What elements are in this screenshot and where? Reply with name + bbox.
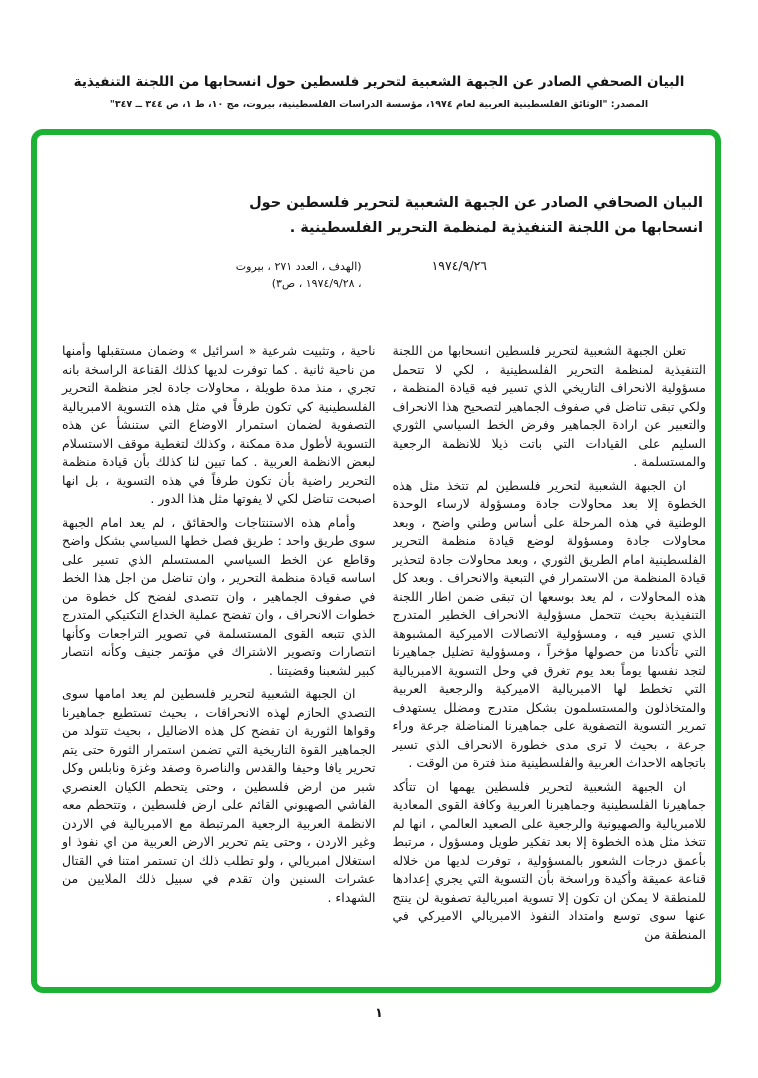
column-left — [62, 342, 376, 949]
document-scan-frame — [31, 129, 721, 993]
source-citation: المصدر: "الوثائق الفلسطينية العربية لعام ١٩٧٤، مؤسسة الدراسات الفلسطينية، بيروت، مج ١٠، ط ١، ص ٣٤٤ ــ ٣٤٧" — [109, 99, 649, 110]
document-date: ١٩٧٤/٩/٢٦ — [431, 258, 487, 273]
date-citation-row — [37, 258, 715, 292]
journal-citation: (الهدف ، العدد ٢٧١ ، بيروت ، ١٩٧٤/٩/٢٨ ، ص٣) — [235, 260, 362, 290]
document-title — [235, 191, 703, 241]
column-right — [393, 342, 707, 949]
paragraph-right-1: تعلن الجبهة الشعبية لتحرير فلسطين انسحابها من اللجنة التنفيذية لمنظمة التحرير الفلسطينية ، لكي لا تتحمل مسؤولية الانحراف التاريخي الذي تسير فيه قيادة المنظمة ، ولكي تبقى تناضل في صفوف الجماهير لتصحيح هذا الانحراف والتعبير عن ارادة الجماهير وفرض الخط السياسي الثوري السليم على القيادات التي باتت ذيلا للانظمة الرجعية والمستسلمة . — [392, 343, 706, 469]
page-title: البيان الصحفي الصادر عن الجبهة الشعبية لتحرير فلسطين حول انسحابها من اللجنة التنفيذية — [73, 74, 685, 90]
page-number: ١ — [375, 1006, 383, 1021]
document-title-line1: البيان الصحافي الصادر عن الجبهة الشعبية لتحرير فلسطين حول — [249, 195, 703, 211]
paragraph-left-1: ناحية ، وتثبيت شرعية « اسرائيل » وضمان مستقبلها وأمنها من ناحية ثانية . كما توفرت لديها كذلك القناعة الراسخة بانه تجري ، منذ مدة طويلة ، محاولات جادة لجر منظمة التحرير الفلسطينية كي تكون طرفاً في مثل هذه التسوية الامبريالية التصفوية لضمان استمرار الاوضاع التي ستنشأ عن هذه التسوية لأطول مدة ممكنة ، وكذلك لتغطية موقف الاستسلام لبعض الانظمة العربية . كما تبين لنا كذلك بأن قيادة منظمة التحرير راضية بأن تكون طرفاً في هذه التسوية ، بل انها اصبحت تناضل لكي لا يفوتها مثل هذا الدور . — [62, 343, 376, 506]
body-columns — [37, 342, 715, 949]
document-title-line2: انسحابها من اللجنة التنفيذية لمنظمة التحرير الفلسطينية . — [289, 220, 703, 236]
paragraph-right-3: ان الجبهة الشعبية لتحرير فلسطين يهمها ان تتأكد جماهيرنا الفلسطينية وجماهيرنا العربية وكافة القوى المعادية للامبريالية والصهيونية والرجعية على الصعيد العالمي ، انها لم تتخذ مثل هذه الخطوة إلا بعد تفكير طويل ومسؤول ، مرتبط بأعمق درجات الشعور بالمسؤولية ، توفرت لديها من خلاله قناعة عميقة وأكيدة وراسخة بأن التسوية التي يجري إعدادها للمنطقة لا يمكن ان تكون إلا تسوية امبريالية تصفوية لن ينتج عنها سوى توسع وامتداد النفوذ الامبريالي الاميركي في المنطقة من — [392, 778, 706, 942]
paragraph-left-3: ان الجبهة الشعبية لتحرير فلسطين لم يعد امامها سوى التصدي الحازم لهذه الانحرافات ، بحيث تستطيع جماهيرنا وقواها الثورية ان تفضح كل هذه الاضاليل ، بحيث تتولد من الجماهير القوة التاريخية التي تضمن استمرار الثورة حتى يتم تحرير يافا وحيفا والقدس والناصرة وصفد وغزة ونابلس وكل شبر من ارض فلسطين ، وحتى يتحطم الكيان العنصري الفاشي الصهيوني القائم على ارض فلسطين ، وتتحطم معه الانظمة العربية الرجعية المرتبطة مع الامبريالية في الاردن وغير الاردن ، وحتى يتم تحرير الارض العربية من اي نفوذ او استغلال امبريالي ، ولو تطلب ذلك ان تستمر امتنا في القتال عشرات السنين وان تقدم في سبيل ذلك الملايين من الشهداء . — [62, 686, 376, 905]
paragraph-right-2: ان الجبهة الشعبية لتحرير فلسطين لم تتخذ مثل هذه الخطوة إلا بعد محاولات جادة ومسؤولة لارساء الوحدة الوطنية في هذه المرحلة على أساس وطني واضح ، وبعد محاولات جادة ومسؤولة لوضع قيادة منظمة التحرير الفلسطينية امام الطريق الثوري ، وبعد محاولات جادة لتحذير قيادة المنظمة من الاستمرار في التبعية والانحراف . وبعد كل هذه المحاولات ، لم يعد بوسعها ان تبقى ضمن اطار اللجنة التنفيذية بحيث تتحمل مسؤولية الانحراف الخطير المتدرج الذي تسير فيه ، ومسؤولية الاتصالات الاميركية المشبوهة التي تأكدنا من حصولها مؤخراً ، ومسؤولية تضليل جماهيرنا لتجد نفسها يوماً بعد يوم تغرق في وحل التسوية الامبريالية التي تخطط لها الامبريالية الاميركية والرجعية العربية والمتخاذلون والمستسلمون بشكل متدرج ومضلل يستهدف تمرير التسوية التصفوية على جماهيرنا المناضلة جرعة وراء جرعة ، بحيث لا ترى مدى خطورة الانحراف الذي تسير باتجاهه الاحداث العربية والفلسطينية منذ فترة من الوقت . — [392, 477, 706, 770]
paragraph-left-2: وأمام هذه الاستنتاجات والحقائق ، لم يعد امام الجبهة سوى طريق واحد : طريق فصل خطها السياسي بشكل واضح وقاطع عن الخط السياسي المستسلم الذي تسير على اساسه قيادة منظمة التحرير ، وان تناضل من اجل هذا الخط في صفوف الجماهير ، وان تتصدى لفضح كل خطوة من خطوات الانحراف ، وان تفضح عملية الخداع التكتيكي المتدرج الذي تتبعه القوى المستسلمة في تصوير التراجعات وكأنها انتصارات وتصوير الاشتراك في مؤتمر جنيف وكأنه انتصار كبير لشعبنا وقضيتنا . — [62, 514, 376, 678]
